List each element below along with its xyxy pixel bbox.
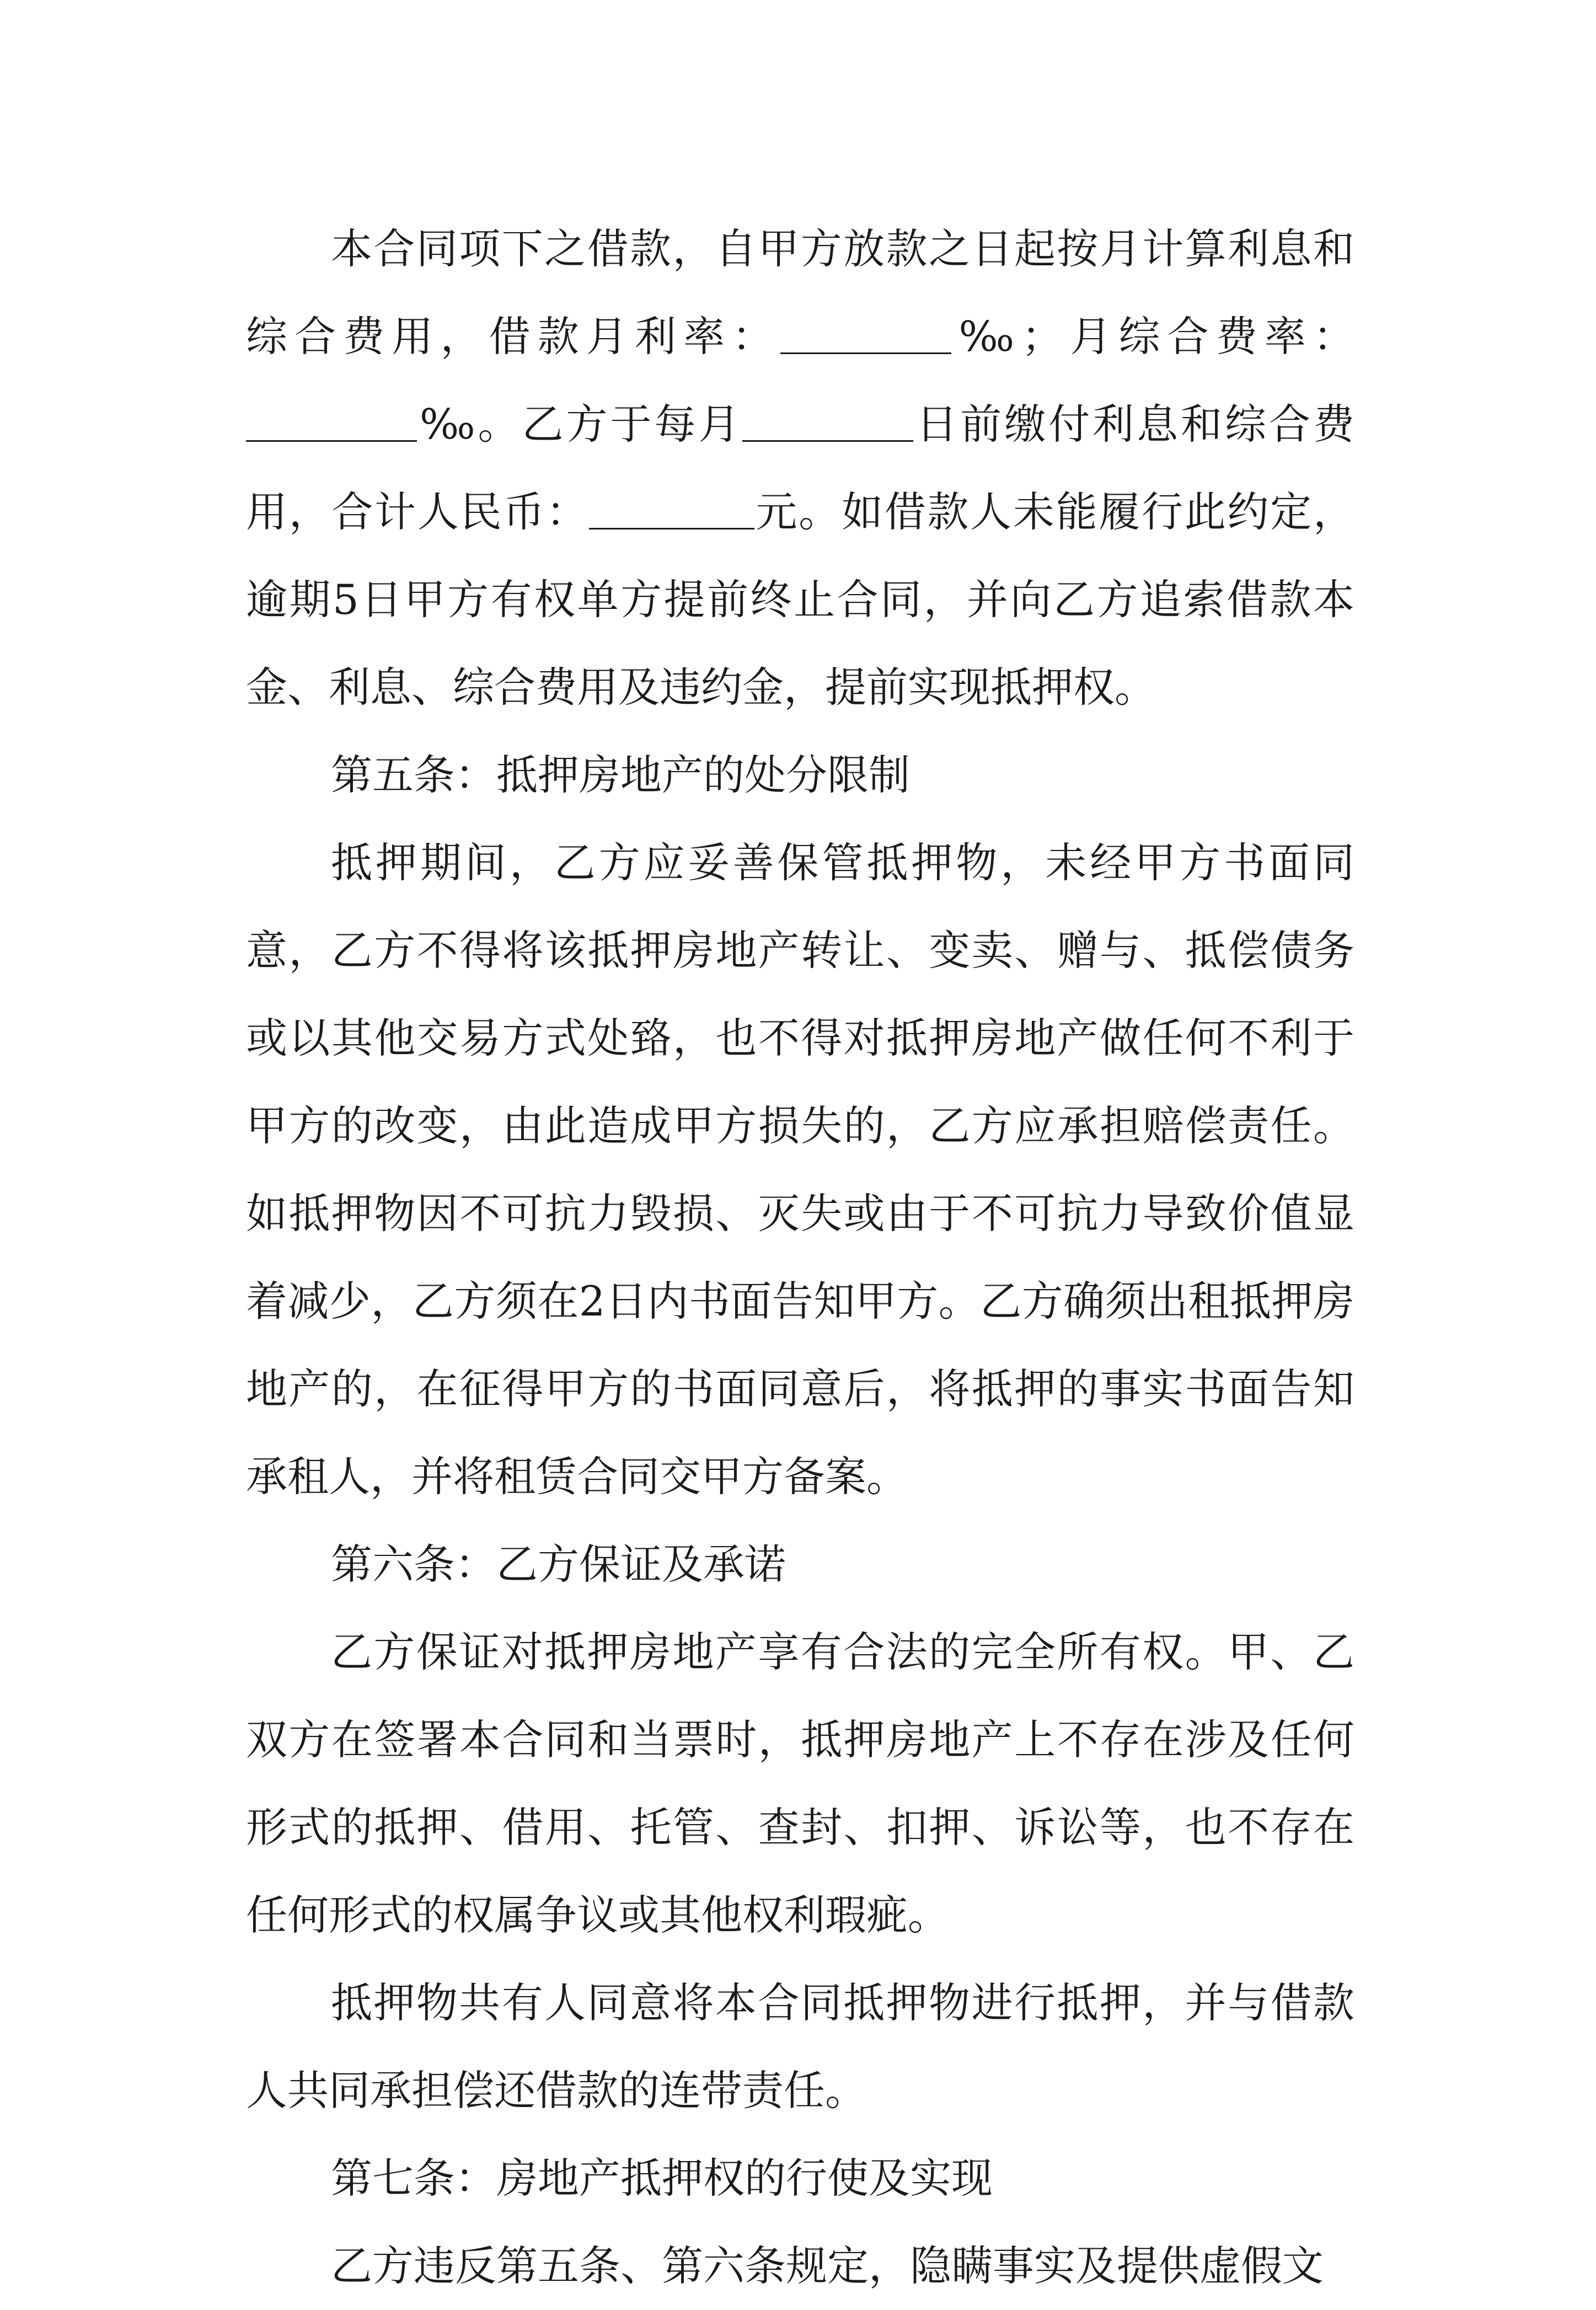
interest-terms-text-2: ‰；月综合费率： (951, 312, 1354, 361)
payment-day-blank (742, 401, 913, 442)
heading-article-7: 第七条：房地产抵押权的行使及实现 (331, 2154, 993, 2202)
monthly-interest-rate-blank (780, 313, 951, 354)
total-amount-blank (589, 489, 754, 530)
document-body (246, 205, 1354, 2310)
paragraph-ownership-guarantee: 乙方保证对抵押房地产享有合法的完全所有权。甲、乙双方在签署本合同和当票时，抵押房地产上不存在涉及任何形式的抵押、借用、托管、查封、扣押、诉讼等，也不存在任何形式的权属争议或其他权利瑕疵。 (246, 1628, 1354, 1939)
interest-terms-text-4: 日前缴付利息和综合费用，合计人民币： (246, 400, 1354, 536)
heading-article-5: 第五条：抵押房地产的处分限制 (331, 751, 911, 799)
paragraph-enforcement: 乙方违反第五条、第六条规定，隐瞒事实及提供虚假文 (331, 2242, 1324, 2290)
paragraph-interest-terms (246, 205, 1354, 731)
heading-article-6: 第六条：乙方保证及承诺 (331, 1540, 786, 1589)
paragraph-co-owner-consent: 抵押物共有人同意将本合同抵押物进行抵押，并与借款人共同承担偿还借款的连带责任。 (246, 1979, 1354, 2115)
monthly-fee-rate-blank (246, 401, 417, 442)
interest-terms-text-3: ‰。乙方于每月 (417, 400, 743, 448)
paragraph-disposal-restriction: 抵押期间，乙方应妥善保管抵押物，未经甲方书面同意，乙方不得将该抵押房地产转让、变卖、赠与、抵偿债务或以其他交易方式处臵，也不得对抵押房地产做任何不利于甲方的改变，由此造成甲方损失的，乙方应承担赔偿责任。如抵押物因不可抗力毁损、灭失或由于不可抗力导致价值显着减少，乙方须在2日内书面告知甲方。乙方确须出租抵押房地产的，在征得甲方的书面同意后，将抵押的事实书面告知承租人，并将租赁合同交甲方备案。 (246, 838, 1354, 1501)
interest-terms-text-1: 本合同项下之借款，自甲方放款之日起按月计算利息和综合费用，借款月利率： (246, 224, 1354, 361)
interest-terms-text-5: 元。如借款人未能履行此约定，逾期5日甲方有权单方提前终止合同，并向乙方追索借款本金、利息、综合费用及违约金，提前实现抵押权。 (246, 488, 1354, 712)
